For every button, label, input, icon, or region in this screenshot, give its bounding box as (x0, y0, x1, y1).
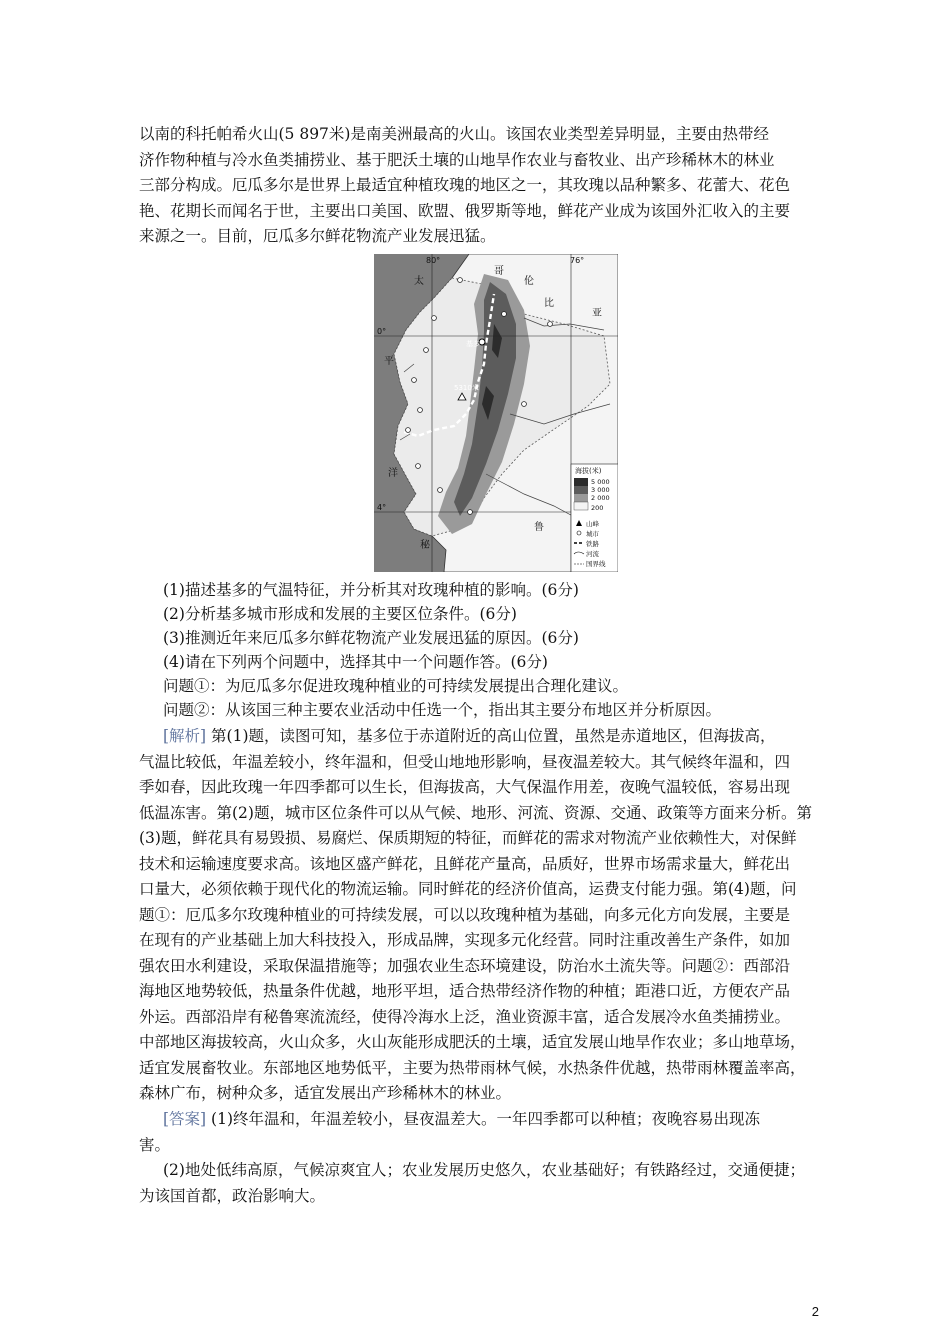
intro-line: 济作物种植与冷水鱼类捕捞业、基于肥沃土壤的山地旱作农业与畜牧业、出产珍稀林木的林业 (139, 150, 775, 169)
lat-label-0: 0° (377, 327, 387, 336)
analysis-line: 低温冻害。第(2)题，城市区位条件可以从气候、地形、河流、资源、交通、政策等方面来分析。第 (139, 803, 812, 822)
lat-label-4: 4° (377, 503, 387, 512)
ecuador-elevation-map (374, 254, 618, 572)
colombia-char: 哥 (494, 266, 504, 277)
analysis-line: (3)题，鲜花具有易毁损、易腐烂、保质期短的特征，而鲜花的需求对物流产业依赖性大，对保鲜 (139, 829, 797, 847)
ocean-char: 平 (384, 356, 394, 367)
peak-label: 5310米 (454, 384, 479, 392)
legend-level: 5 000 (591, 478, 610, 486)
quito-label: 基多 (466, 340, 480, 348)
question-3: (3)推测近年来厄瓜多尔鲜花物流产业发展迅猛的原因。(6分) (163, 629, 579, 647)
answer-section (139, 1107, 819, 1209)
analysis-section (139, 724, 819, 1107)
question-4-option-1: 问题①：为厄瓜多尔促进玫瑰种植业的可持续发展提出合理化建议。 (163, 677, 629, 695)
colombia-char: 伦 (524, 276, 534, 287)
answer-line: (2)地处低纬高原，气候凉爽宜人；农业发展历史悠久，农业基础好；有铁路经过，交通便捷； (163, 1161, 805, 1179)
question-4-option-2: 问题②：从该国三种主要农业活动中任选一个，指出其主要分布地区并分析原因。 (163, 701, 722, 719)
analysis-line: 口量大，必须依赖于现代化的物流运输。同时鲜花的经济价值高，运费支付能力强。第(4)题，问 (139, 880, 797, 898)
legend-level: 2 000 (591, 494, 610, 502)
analysis-line: 中部地区海拔较高，火山众多，火山灰能形成肥沃的土壤，适宜发展山地旱作农业；多山地草场， (139, 1033, 806, 1051)
intro-line: 来源之一。目前，厄瓜多尔鲜花物流产业发展迅猛。 (139, 227, 496, 245)
answer-line: 为该国首都，政治影响大。 (139, 1186, 326, 1205)
peru-char: 鲁 (534, 522, 544, 533)
analysis-line: 在现有的产业基础上加大科技投入，形成品牌，实现多元化经营。同时注重改善生产条件，如加 (139, 931, 791, 949)
colombia-char: 亚 (592, 308, 602, 319)
intro-line: 三部分构成。厄瓜多尔是世界上最适宜种植玫瑰的地区之一，其玫瑰以品种繁多、花蕾大、花色 (139, 176, 791, 194)
legend-level: 200 (591, 504, 604, 512)
ocean-char: 洋 (388, 468, 398, 479)
peru-char: 秘 (420, 540, 430, 551)
question-1: (1)描述基多的气温特征，并分析其对玫瑰种植的影响。(6分) (163, 581, 579, 599)
lon-label-80: 80° (426, 256, 441, 265)
question-2: (2)分析基多城市形成和发展的主要区位条件。(6分) (163, 605, 517, 623)
intro-paragraph (139, 122, 819, 250)
analysis-line: 季如春，因此玫瑰一年四季都可以生长，但海拔高，大气保温作用差，夜晚气温较低，容易出现 (139, 778, 791, 796)
colombia-char: 比 (544, 298, 554, 309)
legend-symbol: 山峰 (586, 520, 599, 528)
answer-line: (1)终年温和，年温差较小，昼夜温差大。一年四季都可以种植；夜晚容易出现冻 (206, 1110, 760, 1128)
answer-line: 害。 (139, 1135, 171, 1154)
legend-symbol: 铁路 (586, 540, 599, 548)
analysis-line: 海地区地势较低，热量条件优越，地形平坦，适合热带经济作物的种植；距港口近，方便农产品 (139, 982, 791, 1000)
question-4: (4)请在下列两个问题中，选择其中一个问题作答。(6分) (163, 653, 548, 671)
lon-label-76: 76° (570, 256, 585, 265)
ocean-char: 太 (414, 276, 424, 287)
analysis-line: 题①：厄瓜多尔玫瑰种植业的可持续发展，可以以玫瑰种植为基础，向多元化方向发展，主要是 (139, 905, 791, 924)
answer-tag: [答案] (163, 1110, 207, 1128)
map-legend (571, 464, 618, 572)
legend-symbol: 河流 (586, 550, 599, 558)
page-number: 2 (811, 1304, 819, 1319)
analysis-line: 第(1)题，读图可知，基多位于赤道附近的高山位置，虽然是赤道地区，但海拔高， (206, 727, 776, 745)
legend-title: 海拔(米) (575, 467, 602, 475)
analysis-line: 外运。西部沿岸有秘鲁寒流流经，使得冷海水上泛，渔业资源丰富，适合发展冷水鱼类捕捞业。 (139, 1007, 791, 1026)
analysis-line: 强农田水利建设，采取保温措施等；加强农业生态环境建设，防治水土流失等。问题②：西部沿 (139, 956, 791, 975)
legend-level: 3 000 (591, 486, 610, 494)
analysis-line: 气温比较低，年温差较小，终年温和，但受山地地形影响，昼夜温差较大。其气候终年温和，四 (139, 752, 791, 771)
analysis-line: 适宜发展畜牧业。东部地区地势低平，主要为热带雨林气候，水热条件优越，热带雨林覆盖率高， (139, 1058, 806, 1077)
intro-line: 以南的科托帕希火山(5 897米)是南美洲最高的火山。该国农业类型差异明显，主要由热带经 (139, 125, 769, 143)
intro-line: 艳、花期长而闻名于世，主要出口美国、欧盟、俄罗斯等地，鲜花产业成为该国外汇收入的主要 (139, 201, 791, 220)
analysis-tag: [解析] (163, 727, 207, 745)
legend-symbol: 城市 (586, 530, 599, 538)
analysis-line: 技术和运输速度要求高。该地区盛产鲜花，且鲜花产量高，品质好，世界市场需求量大，鲜花出 (139, 854, 791, 873)
analysis-line: 森林广布，树种众多，适宜发展出产珍稀林木的林业。 (139, 1084, 512, 1102)
legend-symbol: 国界线 (586, 560, 606, 568)
